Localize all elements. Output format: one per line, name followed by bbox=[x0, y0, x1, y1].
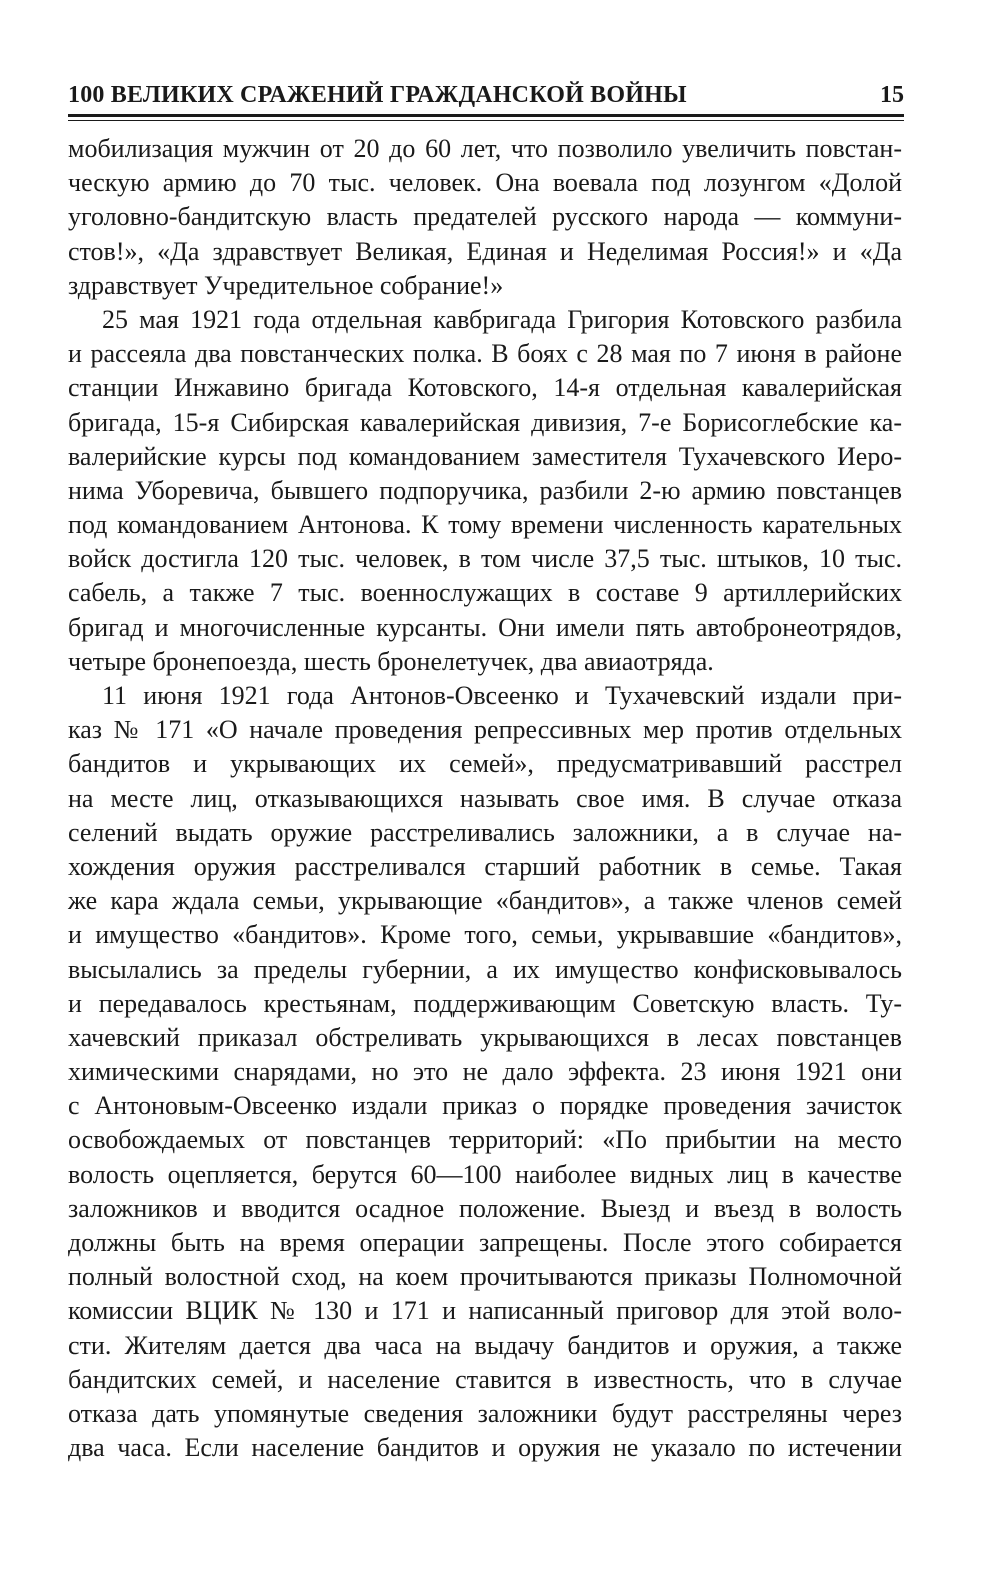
text-line: войск достигла 120 тыс. человек, в том числе 37,5 тыс. штыков, 10 тыс. bbox=[68, 544, 902, 574]
text-line: сти. Жителям дается два часа на выдачу бандитов и оружия, а также bbox=[68, 1330, 902, 1360]
text-line: химическими снарядами, но это не дало эффекта. 23 июня 1921 они bbox=[68, 1057, 902, 1087]
text-line: под командованием Антонова. К тому времени численность карательных bbox=[68, 510, 902, 540]
text-line: хождения оружия расстреливался старший работник в семье. Такая bbox=[68, 851, 902, 881]
text-line: хачевский приказал обстреливать укрывающихся в лесах повстанцев bbox=[68, 1022, 902, 1052]
page-number: 15 bbox=[880, 82, 904, 108]
text-line: каз № 171 «О начале проведения репрессивных мер против отдельных bbox=[68, 715, 902, 745]
text-line: бандитов и укрывающих их семей», предусматривавший расстрел bbox=[68, 749, 902, 779]
text-line: мобилизация мужчин от 20 до 60 лет, что позволило увеличить повстан- bbox=[68, 134, 902, 163]
text-line: бригад и многочисленные курсанты. Они имели пять автобронеотрядов, bbox=[68, 612, 902, 642]
text-line: комиссии ВЦИК № 130 и 171 и написанный приговор для этой воло- bbox=[68, 1296, 902, 1326]
text-line: отказа дать упомянутые сведения заложники будут расстреляны через bbox=[68, 1398, 902, 1428]
text-line: должны быть на время операции запрещены. После этого собирается bbox=[68, 1228, 902, 1257]
text-line: 11 июня 1921 года Антонов-Овсеенко и Тухачевский издали при- bbox=[102, 681, 902, 710]
text-line: нима Уборевича, бывшего подпоручика, разбили 2-ю армию повстанцев bbox=[68, 475, 902, 505]
text-line: на месте лиц, отказывающихся называть свое имя. В случае отказа bbox=[68, 783, 902, 813]
text-line: и передавалось крестьянам, поддерживающим Советскую власть. Ту- bbox=[68, 988, 902, 1018]
header-rule-thin bbox=[68, 120, 904, 121]
text-line: два часа. Если население бандитов и оружия не указало по истечении bbox=[68, 1433, 902, 1463]
text-line: освобождаемых от повстанцев территорий: «По прибытии на место bbox=[68, 1125, 902, 1155]
text-line: валерийские курсы под командованием заместителя Тухачевского Иеро- bbox=[68, 441, 902, 471]
text-line: сабель, а также 7 тыс. военнослужащих в составе 9 артиллерийских bbox=[68, 578, 902, 608]
text-line: же кара ждала семьи, укрывающие «бандитов», а также членов семей bbox=[68, 886, 902, 916]
text-line: волость оцепляется, берутся 60—100 наиболее видных лиц в качестве bbox=[68, 1159, 902, 1189]
text-line: селений выдать оружие расстреливались заложники, а в случае на- bbox=[68, 817, 902, 847]
running-head bbox=[68, 78, 904, 118]
text-line: высылались за пределы губернии, а их имущество конфисковывалось bbox=[68, 954, 902, 984]
text-line: 25 мая 1921 года отдельная кавбригада Григория Котовского разбила bbox=[102, 304, 902, 334]
text-line: стов!», «Да здравствует Великая, Единая и Неделимая Россия!» и «Да bbox=[68, 236, 902, 266]
text-line: заложников и вводится осадное положение. Выезд и въезд в волость bbox=[68, 1193, 902, 1223]
text-line: и рассеяла два повстанческих полка. В боях с 28 мая по 7 июня в районе bbox=[68, 339, 902, 369]
text-line: полный волостной сход, на коем прочитываются приказы Полномочной bbox=[68, 1262, 902, 1292]
text-line: уголовно-бандитскую власть предателей русского народа — коммуни- bbox=[68, 202, 902, 232]
text-line: и имущество «бандитов». Кроме того, семьи, укрывавшие «бандитов», bbox=[68, 920, 902, 950]
text-line: бандитских семей, и население ставится в известность, что в случае bbox=[68, 1364, 902, 1394]
text-line: здравствует Учредительное собрание!» bbox=[68, 270, 504, 300]
text-line: бригада, 15-я Сибирская кавалерийская дивизия, 7-е Борисоглебские ка- bbox=[68, 407, 902, 437]
text-line: станции Инжавино бригада Котовского, 14-я отдельная кавалерийская bbox=[68, 373, 902, 403]
text-line: ческую армию до 70 тыс. человек. Она воевала под лозунгом «Долой bbox=[68, 168, 902, 198]
book-title: 100 ВЕЛИКИХ СРАЖЕНИЙ ГРАЖДАНСКОЙ ВОЙНЫ bbox=[68, 82, 687, 108]
text-line: четыре бронепоезда, шесть бронелетучек, два авиаотряда. bbox=[68, 646, 714, 676]
header-rule bbox=[68, 114, 904, 117]
body-text bbox=[68, 132, 902, 1465]
text-line: с Антоновым-Овсеенко издали приказ о порядке проведения зачисток bbox=[68, 1091, 902, 1121]
